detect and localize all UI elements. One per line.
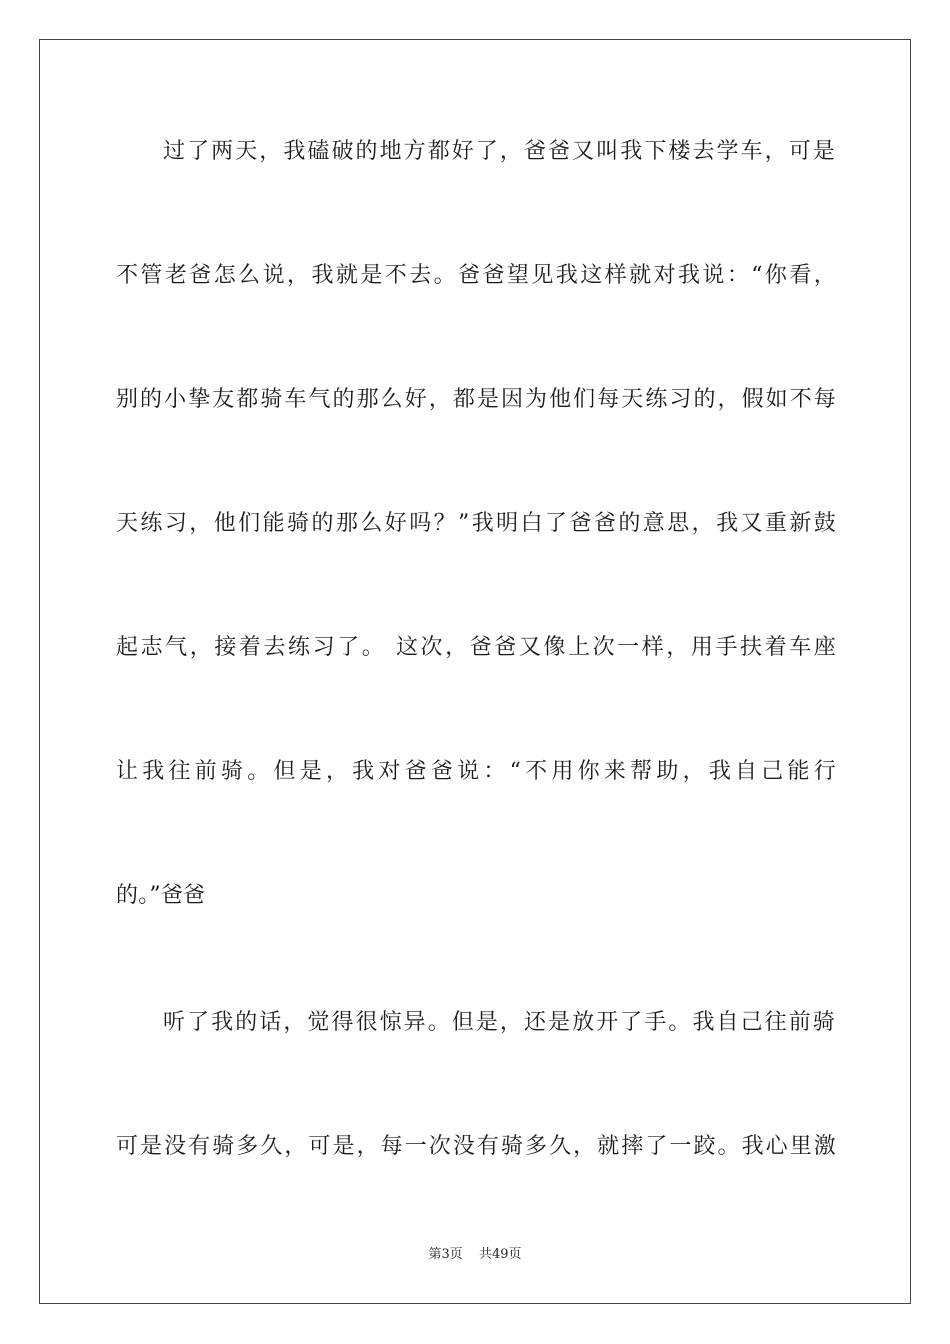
page-number: 第3页	[428, 1247, 463, 1262]
paragraph-1-line-7: 的。”爸爸	[116, 883, 206, 908]
paragraph-1-line-4: 天练习，他们能骑的那么好吗？”我明白了爸爸的意思，我又重新鼓	[116, 511, 836, 536]
paragraph-1-line-3: 别的小挚友都骑车气的那么好，都是因为他们每天练习的，假如不每	[116, 387, 836, 412]
paragraph-2-line-1: 听了我的话，觉得很惊异。但是，还是放开了手。我自己往前骑	[163, 1010, 835, 1035]
page-footer	[0, 1245, 950, 1265]
paragraph-1-line-1: 过了两天，我磕破的地方都好了，爸爸又叫我下楼去学车，可是	[163, 139, 835, 164]
paragraph-1-line-5: 起志气，接着去练习了。 这次，爸爸又像上次一样，用手扶着车座	[116, 635, 836, 660]
paragraph-1-line-2: 不管老爸怎么说，我就是不去。爸爸望见我这样就对我说：“你看，	[116, 263, 836, 288]
paragraph-2-line-2: 可是没有骑多久，可是，每一次没有骑多久，就摔了一跤。我心里激	[116, 1134, 836, 1159]
paragraph-1-line-6: 让我往前骑。但是，我对爸爸说：“不用你来帮助，我自己能行	[116, 759, 836, 784]
page-total: 共49页	[478, 1247, 522, 1262]
page-border	[39, 39, 911, 1304]
